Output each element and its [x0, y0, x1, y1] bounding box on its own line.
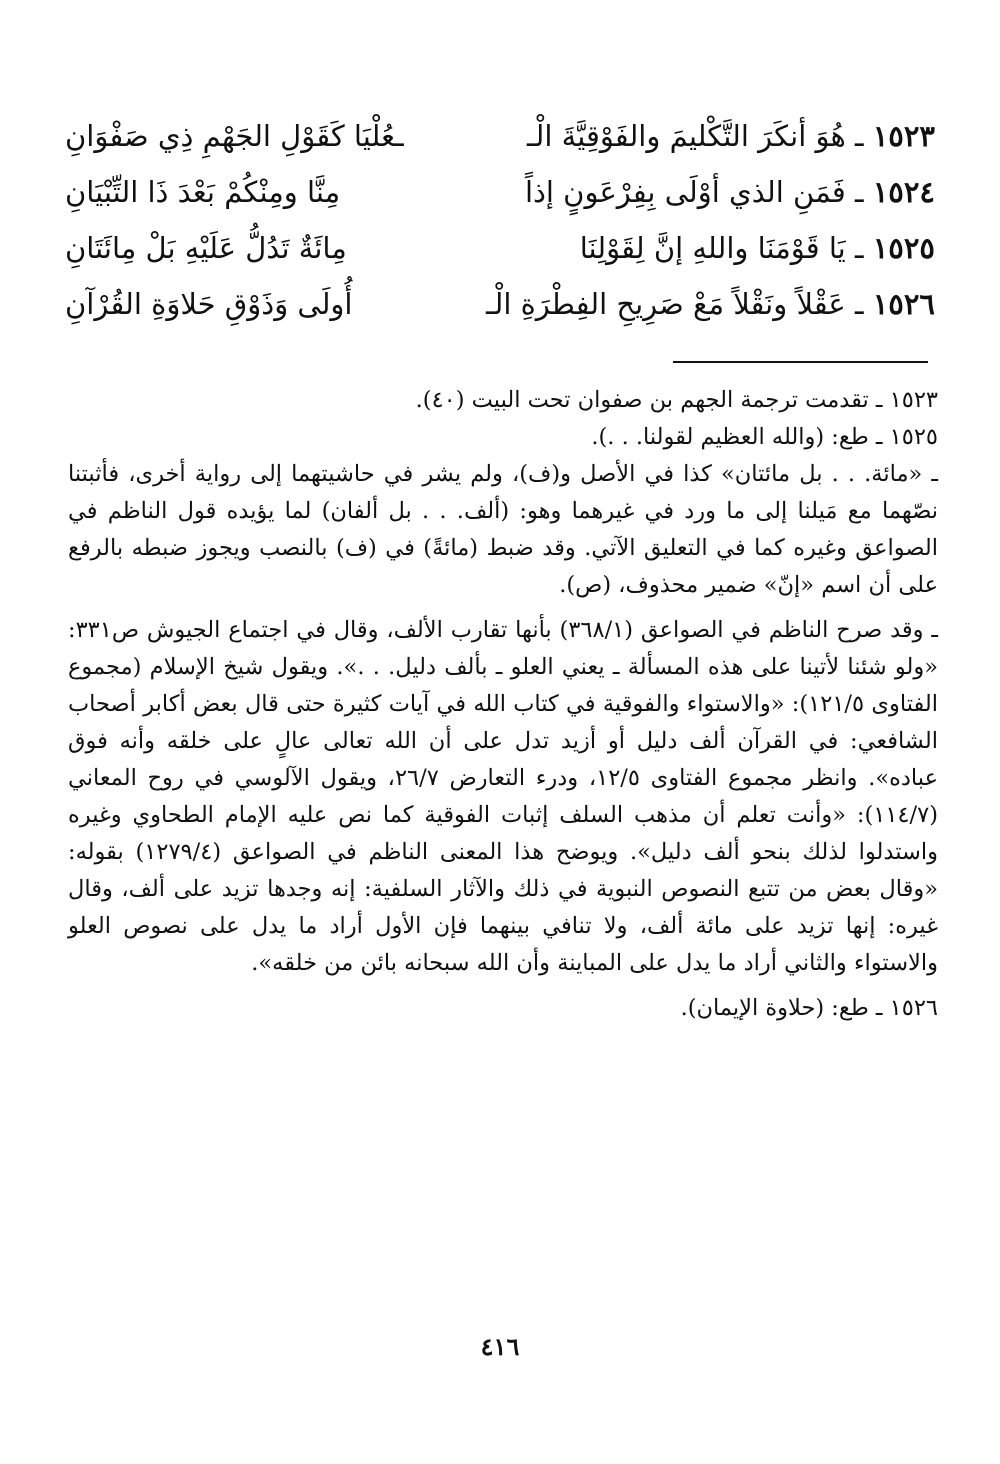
verse-text-first: عَقْلاً ونَقْلاً مَعْ صَرِيحِ الفِطْرَةِ الْـ: [486, 287, 846, 321]
footnote-paragraph-sawaiq: ـ وقد صرح الناظم في الصواعق (٣٦٨/١) بأنها تقارب الألف، وقال في اجتماع الجيوش ص٣٣١: «ولو شئنا لأتينا على هذه المسألة ـ يعني العلو ـ بألف دليل. . .». ويقول شيخ الإسلام (مجموع الفتاوى ١٢١/٥): «والاستواء والفوقية في كتاب الله في آيات كثيرة حتى قال بعض أكابر أصحاب الشافعي: في القرآن ألف دليل أو أزيد تدل على أن الله تعالى عالٍ على خلقه وأنه فوق عباده». وانظر مجموع الفتاوى ١٢/٥، ودرء التعارض ٢٦/٧، ويقول الآلوسي في روح المعاني (١١٤/٧): «وأنت تعلم أن مذهب السلف إثبات الفوقية كما نص عليه الإمام الطحاوي وغيره واستدلوا لذلك بنحو ألف دليل». ويوضح هذا المعنى الناظم في الصواعق (١٢٧٩/٤) بقوله: «وقال بعض من تتبع النصوص النبوية في ذلك والآثار السلفية: إنه وجدها تزيد على ألف، وقال غيره: إنها تزيد على مائة ألف، ولا تنافي بينهما فإن الأول أراد ما يدل على نصوص العلو والاستواء والثاني أراد ما يدل على المباينة وأن الله سبحانه بائن من خلقه».: [68, 617, 938, 976]
verse-text-first: يَا قَوْمَنَا واللهِ إنَّ لِقَوْلِنَا: [579, 231, 846, 265]
verse-number: ١٥٢٥: [872, 231, 935, 265]
poem-verses: [55, 108, 935, 332]
verse-number: ١٥٢٦: [872, 287, 935, 321]
paragraph-gap: [68, 982, 938, 990]
verse-second-hemistich: أُولَى وَذَوْقِ حَلاوَةِ القُرْآنِ: [65, 287, 353, 321]
footnote-1526: ١٥٢٦ ـ طع: (حلاوة الإيمان).: [680, 995, 938, 1021]
verse-1523: [55, 108, 935, 164]
verse-text-first: هُوَ أنكَرَ التَّكْليمَ والفَوْقِيَّةَ الْـ: [527, 119, 846, 153]
verse-first-hemistich: ١٥٢٤ ـ فَمَنِ الذي أوْلَى بِفِرْعَونٍ إذاً: [524, 175, 935, 209]
footnote-paragraph-variant: ـ «مائة. . . بل مائتان» كذا في الأصل و(ف)، ولم يشر في حاشيتهما إلى رواية أخرى، فأثبتنا نصّهما مع مَيلنا إلى ما ورد في غيرهما وهو: (ألف. . . بل ألفان) لما يؤيده قول الناظم في الصواعق وغيره كما في التعليق الآتي. وقد ضبط (مائةً) في (ف) بالنصب ويجوز ضبطه بالرفع على أن اسم «إنّ» ضمير محذوف، (ص).: [68, 461, 938, 598]
verse-1525: [55, 220, 935, 276]
verse-1524: [55, 164, 935, 220]
verse-number: ١٥٢٤: [872, 175, 935, 209]
verse-number: ١٥٢٣: [872, 119, 935, 153]
page-number: ٤١٦: [480, 1332, 520, 1361]
verse-second-hemistich: ـعُلْيَا كَقَوْلِ الجَهْمِ ذِي صَفْوَانِ: [65, 119, 404, 153]
footnotes: [68, 382, 938, 1027]
footnote-1525: ١٥٢٥ ـ طع: (والله العظيم لقولنا. . .).: [591, 424, 938, 450]
verse-text-first: فَمَنِ الذي أوْلَى بِفِرْعَونٍ إذاً: [524, 175, 846, 209]
verse-1526: [55, 276, 935, 332]
verse-first-hemistich: ١٥٢٥ ـ يَا قَوْمَنَا واللهِ إنَّ لِقَوْلِنَا: [579, 231, 935, 265]
verse-first-hemistich: ١٥٢٣ ـ هُوَ أنكَرَ التَّكْليمَ والفَوْقِيَّةَ الْـ: [527, 119, 935, 153]
footnote-1523: ١٥٢٣ ـ تقدمت ترجمة الجهم بن صفوان تحت البيت (٤٠).: [415, 387, 938, 413]
verse-second-hemistich: مِائَةٌ تَدُلُّ عَلَيْهِ بَلْ مِائَتَانِ: [65, 231, 347, 265]
footnote-separator: [673, 361, 928, 363]
paragraph-gap: [68, 604, 938, 612]
verse-second-hemistich: مِنَّا ومِنْكُمْ بَعْدَ ذَا التِّبْيَانِ: [65, 175, 341, 209]
verse-first-hemistich: ١٥٢٦ ـ عَقْلاً ونَقْلاً مَعْ صَرِيحِ الفِطْرَةِ الْـ: [486, 287, 935, 321]
